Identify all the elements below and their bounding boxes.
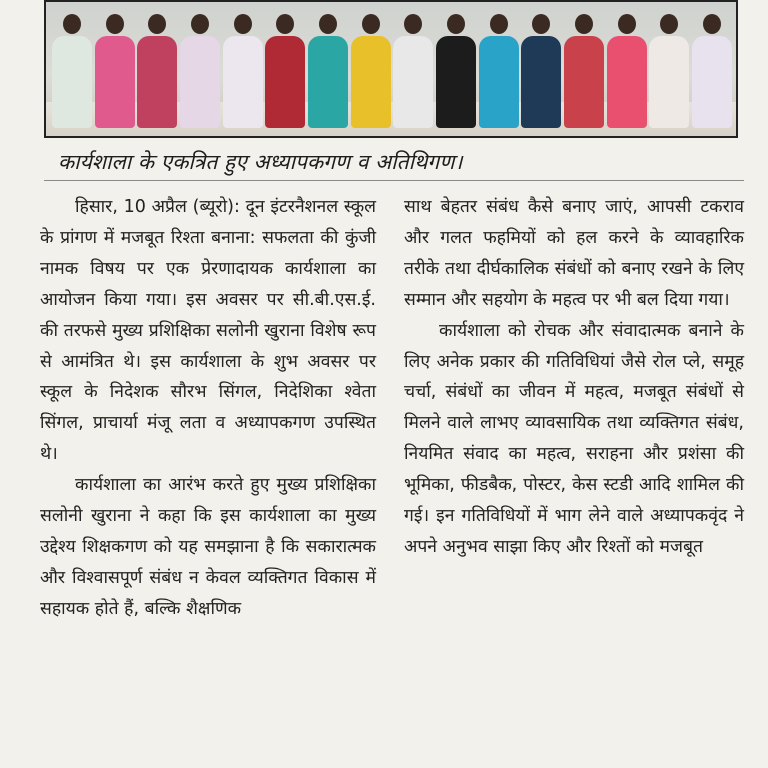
person-figure <box>52 14 92 128</box>
person-figure <box>308 14 348 128</box>
person-figure <box>692 14 732 128</box>
article-paragraph: कार्यशाला को रोचक और संवादात्मक बनाने के लिए अनेक प्रकार की गतिविधियां जैसे रोल प्ले, समूह चर्चा, संबंधों का जीवन में महत्व, मजबूत संबंधों से मिलने वाले लाभए व्यावसायिक तथा व्यक्तिगत संबंध, नियमित संवाद का महत्व, सराहना और प्रशंसा की भूमिका, फीडबैक, पोस्टर, केस स्टडी आदि शामिल की गई। इन गतिविधियों में भाग लेने वाले अध्यापकवृंद ने अपने अनुभव साझा किए और रिश्तों को मजबूत <box>404 320 744 557</box>
person-figure <box>265 14 305 128</box>
person-figure <box>393 14 433 128</box>
person-figure <box>564 14 604 128</box>
person-figure <box>607 14 647 128</box>
article-paragraph: कार्यशाला का आरंभ करते हुए मुख्य प्रशिक्षिका सलोनी खुराना ने कहा कि इस कार्यशाला का मुख्य उद्देश्य शिक्षकगण को यह समझाना है कि सकारात्मक और विश्वासपूर्ण संबंध न केवल व्यक्तिगत विकास में सहायक होते हैं, बल्कि शैक्षणिक <box>40 475 376 619</box>
person-figure <box>649 14 689 128</box>
article-paragraph: साथ बेहतर संबंध कैसे बनाए जाएं, आपसी टकराव और गलत फहमियों को हल करने के व्यावहारिक तरीके तथा दीर्घकालिक संबंधों को बनाए रखने के लिए सम्मान और सहयोग के महत्व पर भी बल दिया गया। <box>404 197 744 310</box>
person-figure <box>351 14 391 128</box>
person-figure <box>521 14 561 128</box>
photo-caption: कार्यशाला के एकत्रित हुए अध्यापकगण व अतिथिगण। <box>58 150 463 174</box>
person-figure <box>180 14 220 128</box>
article-column-right <box>404 192 744 563</box>
person-figure <box>137 14 177 128</box>
person-figure <box>479 14 519 128</box>
group-photo <box>44 0 738 138</box>
person-figure <box>95 14 135 128</box>
person-figure <box>436 14 476 128</box>
divider <box>44 180 744 181</box>
article-paragraph: हिसार, 10 अप्रैल (ब्यूरो): दून इंटरनैशनल स्कूल के प्रांगण में मजबूत रिश्ता बनाना: सफलता की कुंजी नामक विषय पर एक प्रेरणादायक कार्यशाला का आयोजन किया गया। इस अवसर पर सी.बी.एस.ई. की तरफसे मुख्य प्रशिक्षिका सलोनी खुराना विशेष रूप से आमंत्रित थे। इस कार्यशाला के शुभ अवसर पर स्कूल के निदेशक सौरभ सिंगल, निदेशिका श्वेता सिंगल, प्राचार्या मंजू लता व अध्यापकगण उपस्थित थे। <box>40 197 376 465</box>
person-figure <box>223 14 263 128</box>
article-column-left <box>40 192 376 625</box>
